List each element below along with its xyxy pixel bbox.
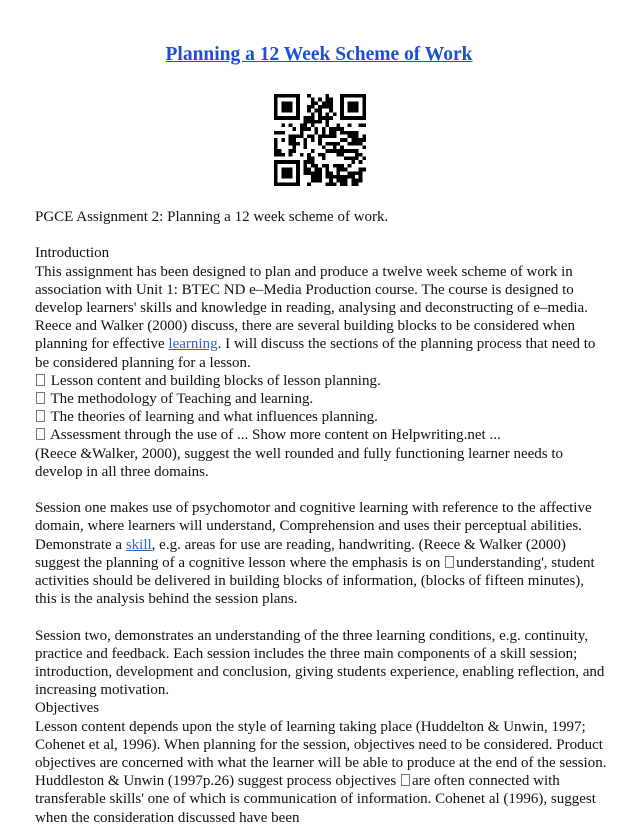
document-body <box>35 208 607 827</box>
session1-text-c: understanding', student activities should be delivered in building blocks of information, (blocks of fifteen minutes), this is the analysis behind the session plans. <box>35 554 595 608</box>
title-link[interactable]: Planning a 12 Week Scheme of Work <box>165 44 473 65</box>
intro-paragraph-1: This assignment has been designed to plan and produce a twelve week scheme of work in association with Unit 1: BTEC ND e–Media Production course. The course is designed to develop learners' skills and knowledge in reading, analysing and deconstructing of e–media. <box>35 263 588 316</box>
objectives-text-b: are often connected with transferable skills' one of which is communication of information. Cohenet al (1996), suggest when the consideration discussed have been <box>35 773 596 826</box>
bullet-item <box>35 390 607 408</box>
objectives-paragraph-1: Lesson content depends upon the style of learning taking place (Huddelton & Unwin, 1997; Cohenet et al, 1996). When planning for the session, objectives need to be considered. Product objectives are concerned with what the learner will be able to produce at the end of the session. <box>35 718 607 772</box>
after-bullets-paragraph: (Reece &Walker, 2000), suggest the well rounded and fully functioning learner needs to develop in all three domains. <box>35 445 564 480</box>
bullet-box-icon <box>36 428 45 440</box>
bullet-box-icon <box>36 410 45 422</box>
objectives-text-a: Huddleston & Unwin (1997p.26) suggest process objectives <box>35 773 400 790</box>
intro-text-b: . I will discuss the sections of the planning process that need to be considered planning for a lesson. <box>35 336 596 371</box>
missing-glyph-icon <box>401 774 410 786</box>
bullet-text: Assessment through the use of ... Show more content on Helpwriting.net ... <box>49 427 501 444</box>
bullet-item <box>35 426 607 444</box>
bullet-item <box>35 372 607 390</box>
section-heading-introduction: Introduction <box>35 245 110 262</box>
bullet-item <box>35 408 607 426</box>
objectives-paragraph-2 <box>35 772 607 827</box>
bullet-box-icon <box>36 374 45 386</box>
qr-code-icon <box>274 94 366 186</box>
bullet-text: Lesson content and building blocks of lesson planning. <box>50 372 381 389</box>
missing-glyph-icon <box>445 556 454 568</box>
intro-paragraph-2 <box>35 317 607 372</box>
page-title <box>0 44 638 66</box>
document-heading: PGCE Assignment 2: Planning a 12 week scheme of work. <box>35 209 389 225</box>
session-one-paragraph <box>35 499 607 608</box>
skill-link[interactable]: skill <box>125 536 152 553</box>
intro-text-a: Reece and Walker (2000) discuss, there are several building blocks to be considered when planning for effective <box>35 318 575 353</box>
session-two-paragraph: Session two, demonstrates an understanding of the three learning conditions, e.g. continuity, practice and feedback. Each session includes the three main components of a skill session; introduction, development and conclusion, giving students experience, enabling reflection, and increasing motivation. <box>35 627 605 699</box>
session1-text-a: Session one makes use of psychomotor and cognitive learning with reference to the affective domain, where learners will understand, Comprehension and uses their perceptual abilities. Demonstrate a <box>35 500 592 553</box>
bullet-text: The methodology of Teaching and learning. <box>50 391 314 408</box>
session1-text-b: , e.g. areas for use are reading, handwriting. (Reece & Walker (2000) suggest the planning of a cognitive lesson where the emphasis is on <box>35 536 566 571</box>
bullet-box-icon <box>36 392 45 404</box>
learning-link[interactable]: learning <box>168 336 218 353</box>
bullet-text: The theories of learning and what influences planning. <box>50 409 378 426</box>
section-heading-objectives: Objectives <box>35 700 100 717</box>
